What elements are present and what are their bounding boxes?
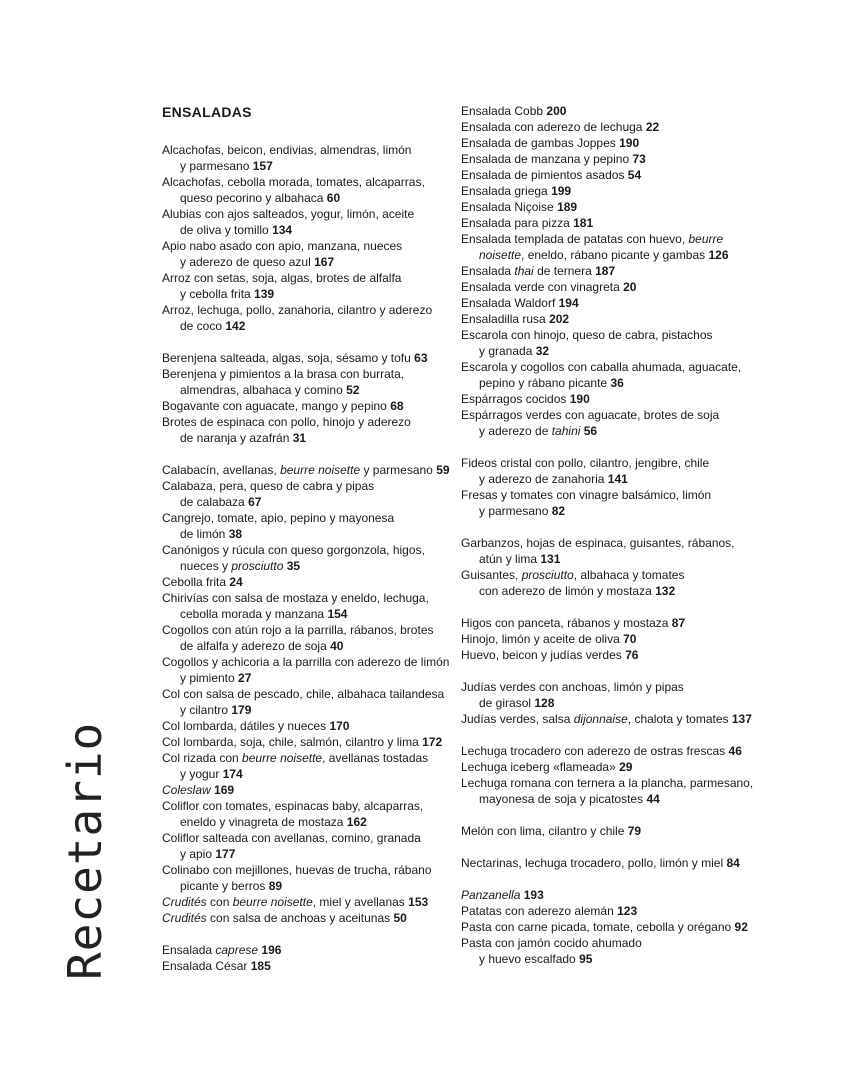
index-entry: Huevo, beicon y judías verdes 76 bbox=[461, 648, 639, 662]
italic-term: tahini bbox=[551, 424, 581, 438]
index-entry: Cebolla frita 24 bbox=[162, 575, 243, 589]
page-number: 185 bbox=[250, 959, 271, 973]
index-entry: Garbanzos, hojas de espinaca, guisantes, rábanos, atún y lima 131 bbox=[461, 536, 735, 566]
italic-term: beurre bbox=[688, 232, 724, 246]
page-number: 157 bbox=[252, 159, 273, 173]
index-entry: Ensalada de manzana y pepino 73 bbox=[461, 152, 646, 166]
index-entry: Ensalada templada de patatas con huevo, beurre noisette, eneldo, rábano picante y gambas 126 bbox=[461, 232, 729, 262]
page-number: 179 bbox=[231, 703, 252, 717]
page-number: 162 bbox=[346, 815, 367, 829]
index-entry: Chirivías con salsa de mostaza y eneldo, lechuga, cebolla morada y manzana 154 bbox=[162, 591, 429, 621]
index-entry: Escarola con hinojo, queso de cabra, pistachos y granada 32 bbox=[461, 328, 713, 358]
page-number: 153 bbox=[408, 895, 429, 909]
page-number: 126 bbox=[708, 248, 729, 262]
index-entry: Coliflor con tomates, espinacas baby, alcaparras, eneldo y vinagreta de mostaza 162 bbox=[162, 799, 424, 829]
index-group bbox=[461, 743, 781, 807]
index-entry: Ensalada con aderezo de lechuga 22 bbox=[461, 120, 660, 134]
index-entry: Cogollos con atún rojo a la parrilla, rábanos, brotes de alfalfa y aderezo de soja 40 bbox=[162, 623, 434, 653]
page-number: 200 bbox=[546, 104, 567, 118]
index-entry: Ensalada Niçoise 189 bbox=[461, 200, 578, 214]
section-heading: ENSALADAS bbox=[162, 104, 252, 120]
index-group bbox=[162, 350, 452, 446]
index-entry: Bogavante con aguacate, mango y pepino 68 bbox=[162, 399, 404, 413]
index-entry: Ensalada Cobb 200 bbox=[461, 104, 567, 118]
index-group bbox=[461, 887, 781, 967]
index-group bbox=[162, 142, 452, 334]
index-entry: Lechuga iceberg «flameada» 29 bbox=[461, 760, 633, 774]
page-number: 24 bbox=[229, 575, 243, 589]
index-entry: Colinabo con mejillones, huevas de trucha, rábano picante y berros 89 bbox=[162, 863, 432, 893]
index-entry: Escarola y cogollos con caballa ahumada, aguacate, pepino y rábano picante 36 bbox=[461, 360, 742, 390]
page-number: 95 bbox=[579, 952, 593, 966]
page-number: 38 bbox=[228, 527, 243, 541]
index-entry: Berenjena salteada, algas, soja, sésamo y tofu 63 bbox=[162, 351, 428, 365]
left-entry-list bbox=[162, 142, 452, 974]
page-number: 199 bbox=[551, 184, 572, 198]
index-entry: Alcachofas, cebolla morada, tomates, alcaparras, queso pecorino y albahaca 60 bbox=[162, 175, 425, 205]
page-number: 59 bbox=[436, 463, 450, 477]
page-number: 196 bbox=[261, 943, 282, 957]
page-number: 167 bbox=[314, 255, 335, 269]
index-group bbox=[461, 615, 781, 663]
index-entry: Ensalada griega 199 bbox=[461, 184, 572, 198]
index-entry: Alcachofas, beicon, endivias, almendras, limón y parmesano 157 bbox=[162, 143, 412, 173]
page-number: 87 bbox=[671, 616, 686, 630]
italic-term: prosciutto bbox=[521, 568, 574, 582]
page-number: 46 bbox=[728, 744, 742, 758]
index-entry: Guisantes, prosciutto, albahaca y tomates con aderezo de limón y mostaza 132 bbox=[461, 568, 685, 598]
index-entry: Ensalada caprese 196 bbox=[162, 943, 282, 957]
page-number: 50 bbox=[393, 911, 407, 925]
index-entry: Ensalada para pizza 181 bbox=[461, 216, 594, 230]
italic-term: prosciutto bbox=[231, 559, 284, 573]
index-entry: Ensalada Waldorf 194 bbox=[461, 296, 579, 310]
page-number: 82 bbox=[551, 504, 566, 518]
index-entry: Hinojo, limón y aceite de oliva 70 bbox=[461, 632, 637, 646]
index-entry: Calabacín, avellanas, beurre noisette y parmesano 59 bbox=[162, 463, 450, 477]
italic-term: beurre noisette bbox=[232, 895, 313, 909]
index-entry: Ensalada de gambas Joppes 190 bbox=[461, 136, 640, 150]
index-group bbox=[162, 942, 452, 974]
italic-term: thai bbox=[514, 264, 534, 278]
page-number: 128 bbox=[534, 696, 555, 710]
page-number: 36 bbox=[610, 376, 624, 390]
index-entry: Alubias con ajos salteados, yogur, limón, aceite de oliva y tomillo 134 bbox=[162, 207, 415, 237]
page-number: 131 bbox=[540, 552, 561, 566]
page-number: 142 bbox=[225, 319, 246, 333]
index-entry: Lechuga trocadero con aderezo de ostras frescas 46 bbox=[461, 744, 742, 758]
index-entry: Col con salsa de pescado, chile, albahaca tailandesa y cilantro 179 bbox=[162, 687, 445, 717]
page-number: 32 bbox=[535, 344, 550, 358]
index-entry: Nectarinas, lechuga trocadero, pollo, limón y miel 84 bbox=[461, 856, 740, 870]
index-entry: Higos con panceta, rábanos y mostaza 87 bbox=[461, 616, 686, 630]
page-number: 67 bbox=[248, 495, 262, 509]
index-entry: Ensalada César 185 bbox=[162, 959, 271, 973]
index-column-right bbox=[461, 103, 781, 983]
index-entry: Crudités con beurre noisette, miel y avellanas 153 bbox=[162, 895, 429, 909]
index-entry: Coliflor salteada con avellanas, comino, granada y apio 177 bbox=[162, 831, 421, 861]
index-entry: Ensalada de pimientos asados 54 bbox=[461, 168, 642, 182]
page-number: 70 bbox=[623, 632, 637, 646]
italic-term: caprese bbox=[215, 943, 259, 957]
index-entry: Cangrejo, tomate, apio, pepino y mayonesa de limón 38 bbox=[162, 511, 395, 541]
page-number: 177 bbox=[215, 847, 236, 861]
index-entry: Ensaladilla rusa 202 bbox=[461, 312, 570, 326]
index-group bbox=[162, 462, 452, 926]
page-number: 181 bbox=[573, 216, 594, 230]
page-number: 190 bbox=[619, 136, 640, 150]
index-entry: Crudités con salsa de anchoas y aceitunas 50 bbox=[162, 911, 407, 925]
page-number: 193 bbox=[523, 888, 544, 902]
index-entry: Apio nabo asado con apio, manzana, nueces y aderezo de queso azul 167 bbox=[162, 239, 403, 269]
page-number: 187 bbox=[595, 264, 616, 278]
right-entry-list bbox=[461, 103, 781, 967]
index-entry: Pasta con jamón cocido ahumado y huevo escalfado 95 bbox=[461, 936, 642, 966]
index-entry: Cogollos y achicoria a la parrilla con aderezo de limón y pimiento 27 bbox=[162, 655, 450, 685]
index-entry: Col rizada con beurre noisette, avellanas tostadas y yogur 174 bbox=[162, 751, 429, 781]
page-number: 22 bbox=[645, 120, 660, 134]
page-number: 35 bbox=[286, 559, 301, 573]
page-number: 60 bbox=[326, 191, 341, 205]
page-number: 172 bbox=[422, 735, 443, 749]
index-entry: Berenjena y pimientos a la brasa con burrata, almendras, albahaca y comino 52 bbox=[162, 367, 405, 397]
index-group bbox=[461, 855, 781, 871]
page-number: 141 bbox=[607, 472, 628, 486]
index-group bbox=[461, 679, 781, 727]
index-group bbox=[461, 535, 781, 599]
index-entry: Lechuga romana con ternera a la plancha, parmesano, mayonesa de soja y picatostes 44 bbox=[461, 776, 754, 806]
page-number: 68 bbox=[390, 399, 404, 413]
index-entry: Ensalada thai de ternera 187 bbox=[461, 264, 616, 278]
index-entry: Judías verdes, salsa dijonnaise, chalota y tomates 137 bbox=[461, 712, 752, 726]
page-number: 79 bbox=[627, 824, 642, 838]
page-number: 132 bbox=[655, 584, 676, 598]
page-number: 44 bbox=[646, 792, 660, 806]
index-entry: Col lombarda, dátiles y nueces 170 bbox=[162, 719, 350, 733]
italic-term: dijonnaise bbox=[573, 712, 628, 726]
page-number: 54 bbox=[627, 168, 642, 182]
index-entry bbox=[461, 887, 781, 903]
page-number: 202 bbox=[549, 312, 570, 326]
index-entry: Canónigos y rúcula con queso gorgonzola, higos, nueces y prosciutto 35 bbox=[162, 543, 425, 573]
page-number: 40 bbox=[330, 639, 344, 653]
italic-term: Crudités bbox=[162, 911, 207, 925]
page-number: 174 bbox=[222, 767, 243, 781]
index-entry: Melón con lima, cilantro y chile 79 bbox=[461, 824, 642, 838]
index-entry: Espárragos cocidos 190 bbox=[461, 392, 590, 406]
italic-term: beurre noisette bbox=[242, 751, 323, 765]
page-number: 190 bbox=[569, 392, 590, 406]
index-entry: Brotes de espinaca con pollo, hinojo y aderezo de naranja y azafrán 31 bbox=[162, 415, 411, 445]
page-number: 137 bbox=[731, 712, 752, 726]
page-number: 169 bbox=[214, 783, 235, 797]
italic-term: noisette bbox=[479, 248, 522, 262]
page-number: 170 bbox=[329, 719, 350, 733]
index-group bbox=[461, 823, 781, 839]
page-number: 27 bbox=[238, 671, 252, 685]
index-group bbox=[461, 103, 781, 439]
index-entry: Pasta con carne picada, tomate, cebolla y orégano 92 bbox=[461, 920, 748, 934]
index-entry: Fresas y tomates con vinagre balsámico, limón y parmesano 82 bbox=[461, 488, 712, 518]
page-number: 134 bbox=[272, 223, 293, 237]
index-group bbox=[461, 455, 781, 519]
page-number: 63 bbox=[414, 351, 428, 365]
italic-term: Crudités bbox=[162, 895, 207, 909]
page-number: 31 bbox=[292, 431, 307, 445]
italic-term: Panzanella bbox=[461, 888, 521, 902]
index-entry: Arroz, lechuga, pollo, zanahoria, cilantro y aderezo de coco 142 bbox=[162, 303, 433, 333]
page-number: 52 bbox=[346, 383, 360, 397]
page-number: 189 bbox=[557, 200, 578, 214]
page-number: 29 bbox=[619, 760, 633, 774]
index-column-left bbox=[162, 103, 452, 990]
page-number: 154 bbox=[327, 607, 348, 621]
italic-term: Coleslaw bbox=[162, 783, 211, 797]
side-title: Recetario bbox=[58, 721, 112, 980]
italic-term: beurre noisette bbox=[280, 463, 361, 477]
page-number: 89 bbox=[268, 879, 283, 893]
page-number: 194 bbox=[558, 296, 579, 310]
index-entry: Patatas con aderezo alemán 123 bbox=[461, 904, 638, 918]
index-entry: Col lombarda, soja, chile, salmón, cilantro y lima 172 bbox=[162, 735, 443, 749]
index-entry: Espárragos verdes con aguacate, brotes de soja y aderezo de tahini 56 bbox=[461, 408, 720, 438]
index-entry: Calabaza, pera, queso de cabra y pipas de calabaza 67 bbox=[162, 479, 375, 509]
page-number: 56 bbox=[583, 424, 598, 438]
index-entry: Judías verdes con anchoas, limón y pipas de girasol 128 bbox=[461, 680, 684, 710]
index-entry: Arroz con setas, soja, algas, brotes de alfalfa y cebolla frita 139 bbox=[162, 271, 402, 301]
page-number: 20 bbox=[623, 280, 637, 294]
page-number: 139 bbox=[254, 287, 275, 301]
index-entry: Ensalada verde con vinagreta 20 bbox=[461, 280, 637, 294]
page-number: 76 bbox=[625, 648, 639, 662]
index-entry: Fideos cristal con pollo, cilantro, jengibre, chile y aderezo de zanahoria 141 bbox=[461, 456, 710, 486]
page-number: 84 bbox=[726, 856, 740, 870]
page-number: 73 bbox=[632, 152, 646, 166]
page-number: 123 bbox=[617, 904, 638, 918]
index-entry bbox=[162, 782, 452, 798]
page-number: 92 bbox=[734, 920, 748, 934]
